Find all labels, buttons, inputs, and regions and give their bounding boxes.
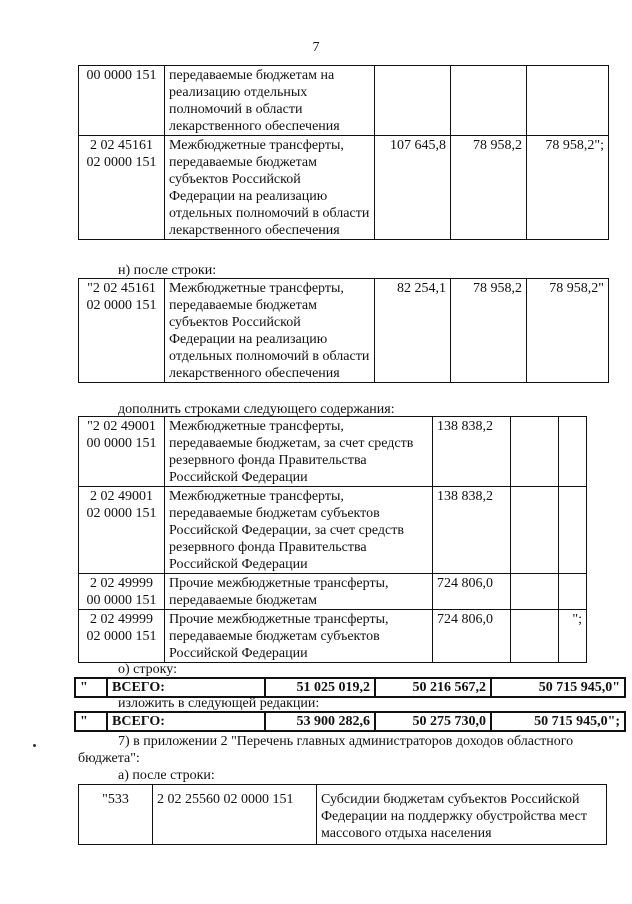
instruction-edit: изложить в следующей редакции: xyxy=(118,696,320,711)
row-code: 00 0000 151 xyxy=(79,66,165,136)
total-label: ВСЕГО: xyxy=(107,678,265,697)
table-row xyxy=(79,417,587,487)
row-value-1 xyxy=(375,66,451,136)
total-label: ВСЕГО: xyxy=(107,712,265,731)
row-code: 2 02 49001 02 0000 151 xyxy=(79,487,165,574)
row-value-3 xyxy=(559,487,587,574)
total-value-1: 51 025 019,2 xyxy=(265,678,375,697)
table-row xyxy=(79,785,607,845)
row-name: Межбюджетные трансферты, передаваемые бюджетам, за счет средств резервного фонда Правительства Российской Федерации xyxy=(165,417,433,487)
total-value-1: 53 900 282,6 xyxy=(265,712,375,731)
instruction-add: дополнить строками следующего содержания: xyxy=(118,402,395,417)
table-row xyxy=(79,136,609,240)
table-row xyxy=(79,66,609,136)
row-value-2: 78 958,2 xyxy=(451,279,527,383)
total-quote: " xyxy=(75,712,107,731)
row-name: Межбюджетные трансферты, передаваемые бюджетам субъектов Российской Федерации на реализацию отдельных полномочий в области лекарственного обеспечения xyxy=(165,136,375,240)
instruction-o: о) строку: xyxy=(118,662,177,677)
total-row-new xyxy=(74,711,626,732)
total-quote: " xyxy=(75,678,107,697)
table-after-row xyxy=(78,278,609,383)
row-code: "2 02 49001 00 0000 151 xyxy=(79,417,165,487)
row-value-3 xyxy=(559,417,587,487)
table-added-rows xyxy=(78,416,587,663)
row-value-3 xyxy=(527,66,609,136)
row-value-1: 138 838,2 xyxy=(433,417,511,487)
instruction-n: н) после строки: xyxy=(118,263,217,278)
row-value-2 xyxy=(511,417,559,487)
row-code: 2 02 49999 00 0000 151 xyxy=(79,574,165,610)
row-name: Межбюджетные трансферты, передаваемые бюджетам субъектов Российской Федерации на реализацию отдельных полномочий в области лекарственного обеспечения xyxy=(165,279,375,383)
row-value-1: 138 838,2 xyxy=(433,487,511,574)
page-number: 7 xyxy=(312,40,320,55)
scan-speck xyxy=(33,744,36,747)
table-row xyxy=(79,574,587,610)
row-value-1: 724 806,0 xyxy=(433,574,511,610)
table-continuation xyxy=(78,65,609,240)
row-value-1: 82 254,1 xyxy=(375,279,451,383)
row-value-3: "; xyxy=(559,610,587,663)
row-value-2 xyxy=(511,487,559,574)
income-name: Субсидии бюджетам субъектов Российской Федерации на поддержку обустройства мест массового отдыха населения xyxy=(317,785,607,845)
row-code: "2 02 45161 02 0000 151 xyxy=(79,279,165,383)
income-code: 2 02 25560 02 0000 151 xyxy=(153,785,317,845)
row-value-2 xyxy=(511,574,559,610)
row-value-1: 724 806,0 xyxy=(433,610,511,663)
total-value-3: 50 715 945,0" xyxy=(491,678,625,697)
row-value-3: 78 958,2"; xyxy=(527,136,609,240)
table-row xyxy=(79,610,587,663)
row-code: 2 02 49999 02 0000 151 xyxy=(79,610,165,663)
row-code: 2 02 45161 02 0000 151 xyxy=(79,136,165,240)
row-name: Прочие межбюджетные трансферты, передаваемые бюджетам xyxy=(165,574,433,610)
row-name: передаваемые бюджетам на реализацию отдельных полномочий в области лекарственного обеспечения xyxy=(165,66,375,136)
table-row xyxy=(79,279,609,383)
paragraph-7: 7) в приложении 2 "Перечень главных администраторов доходов областного бюджета": xyxy=(78,734,574,766)
row-value-2 xyxy=(451,66,527,136)
instruction-a: а) после строки: xyxy=(118,768,215,783)
row-name: Межбюджетные трансферты, передаваемые бюджетам субъектов Российской Федерации, за счет средств резервного фонда Правительства Российской Федерации xyxy=(165,487,433,574)
row-value-2: 78 958,2 xyxy=(451,136,527,240)
total-value-2: 50 275 730,0 xyxy=(375,712,491,731)
admin-code: "533 xyxy=(79,785,153,845)
total-value-3: 50 715 945,0"; xyxy=(491,712,625,731)
table-annex2 xyxy=(78,784,607,845)
row-value-3: 78 958,2" xyxy=(527,279,609,383)
row-name: Прочие межбюджетные трансферты, передаваемые бюджетам субъектов Российской Федерации xyxy=(165,610,433,663)
row-value-3 xyxy=(559,574,587,610)
row-value-2 xyxy=(511,610,559,663)
total-value-2: 50 216 567,2 xyxy=(375,678,491,697)
row-value-1: 107 645,8 xyxy=(375,136,451,240)
table-row xyxy=(79,487,587,574)
